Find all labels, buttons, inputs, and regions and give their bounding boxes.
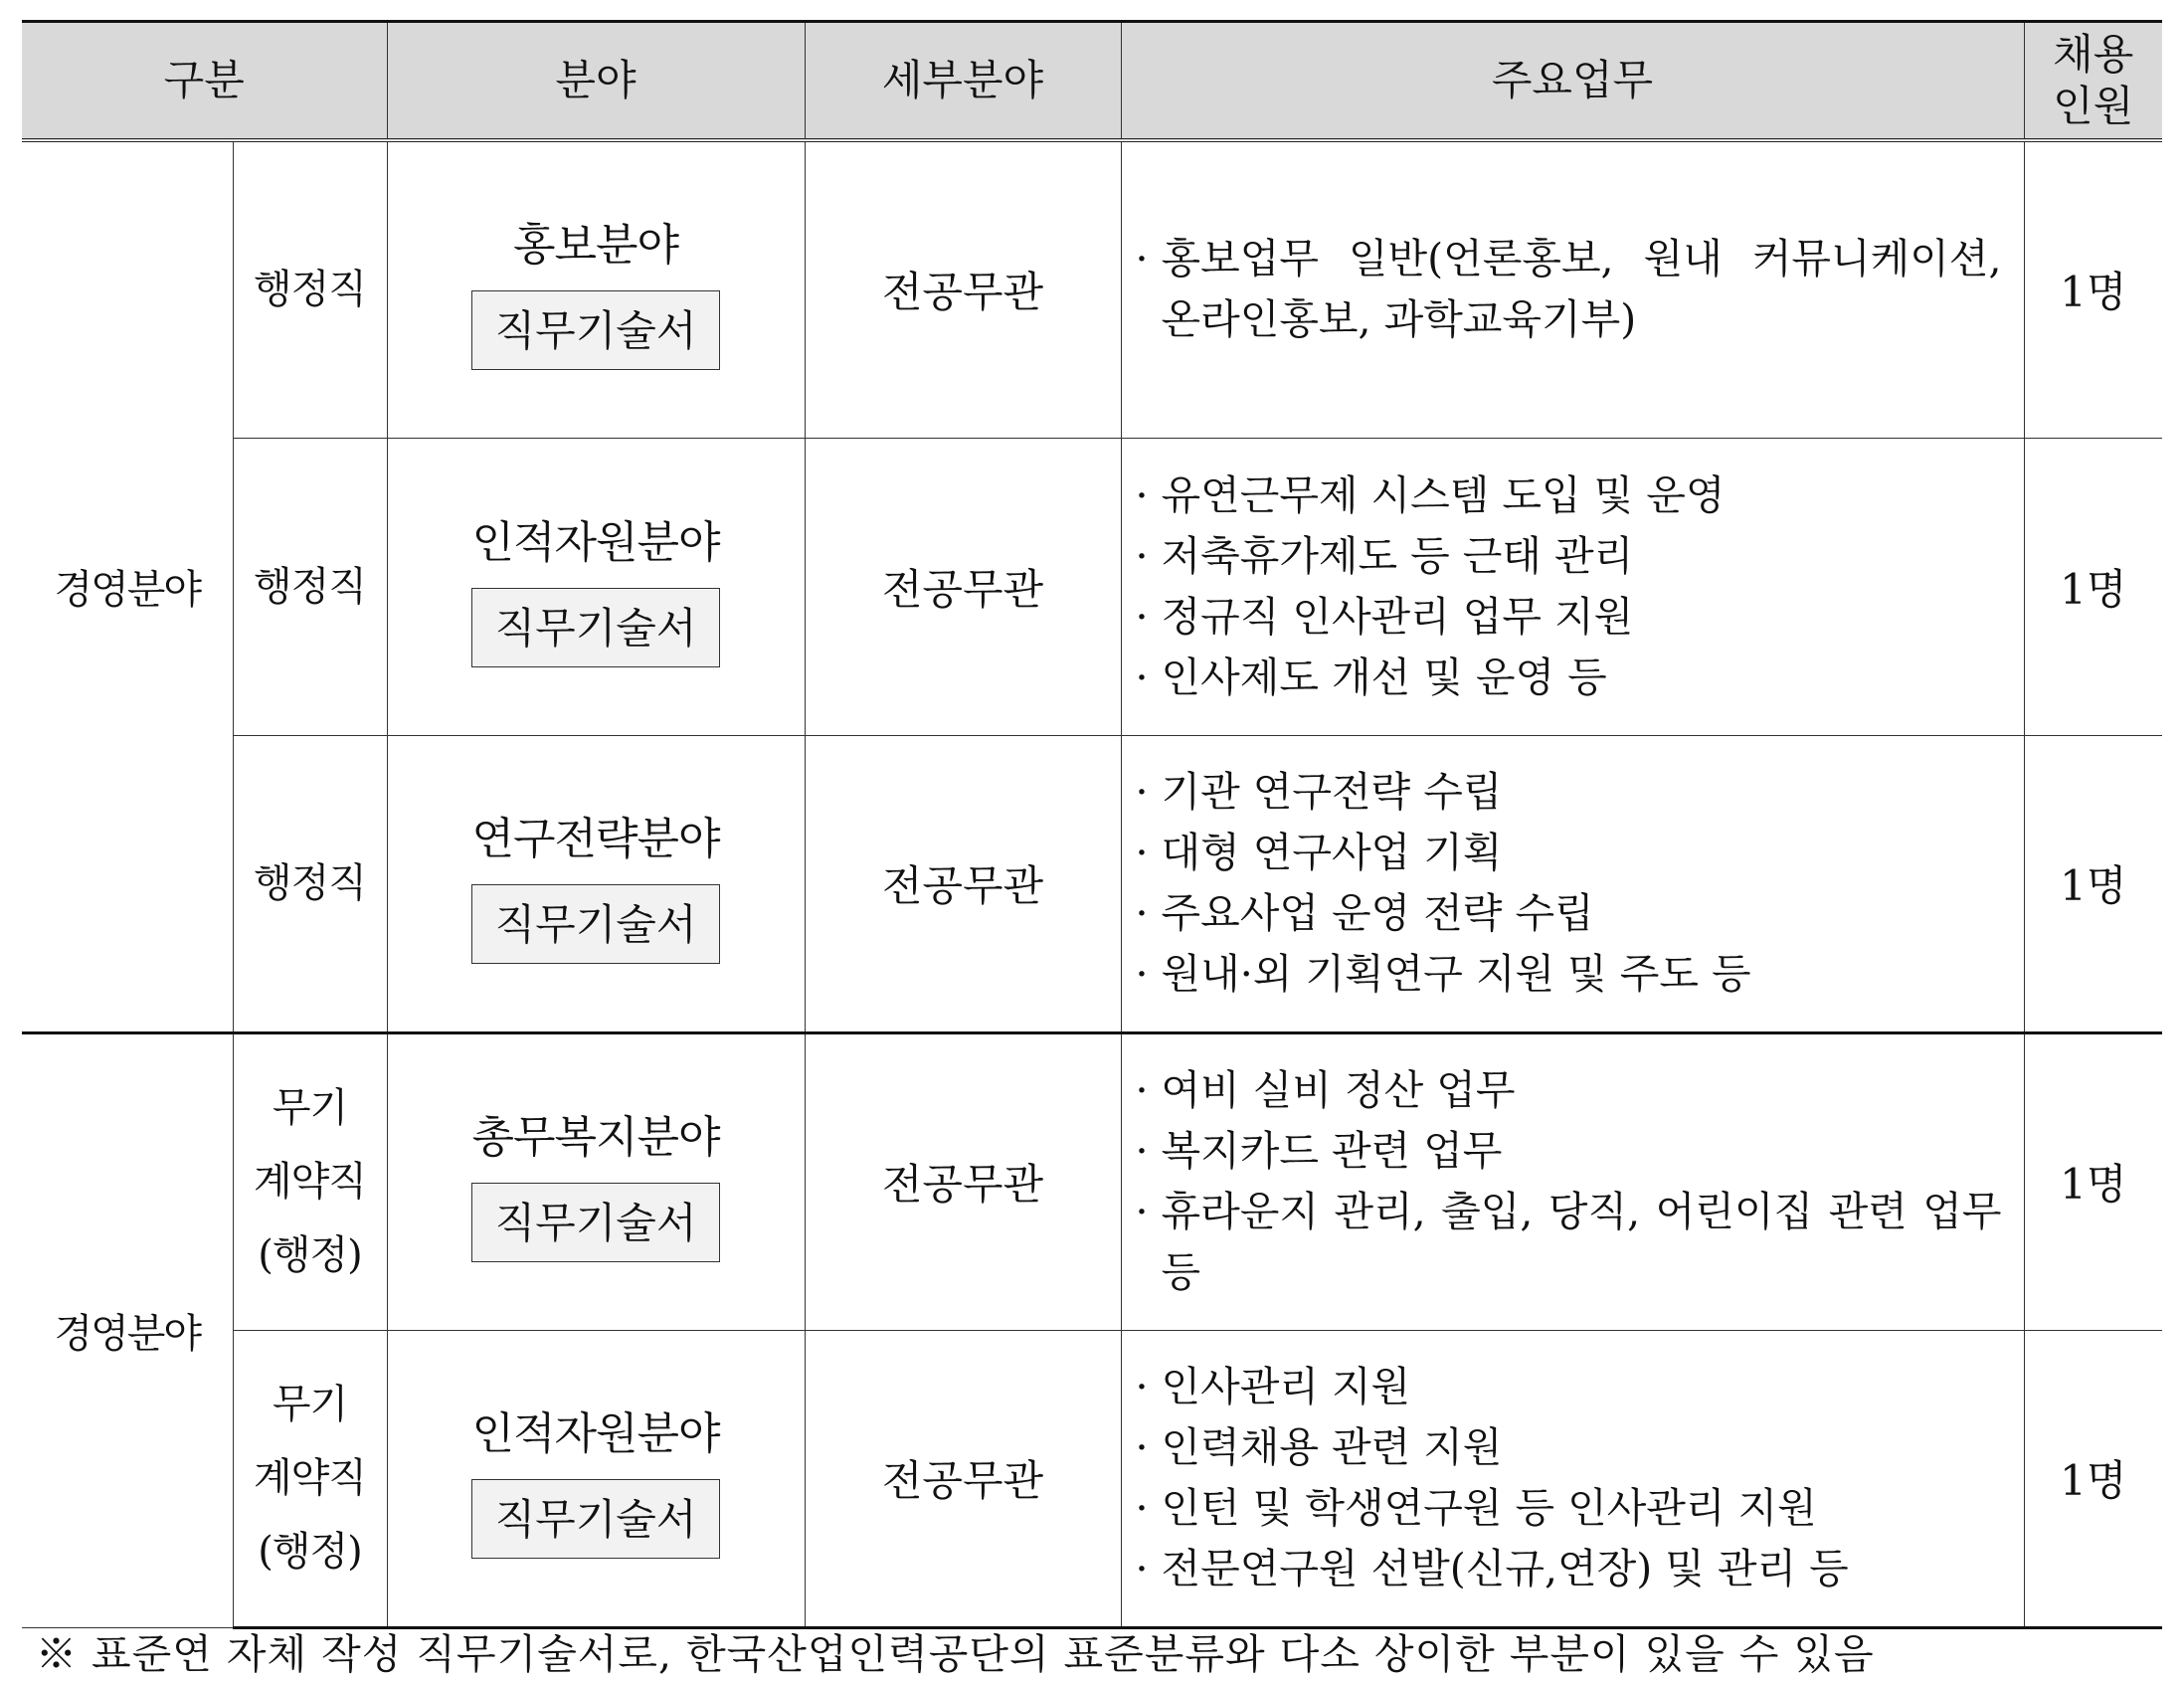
subfield-cell: 전공무관 <box>805 140 1121 438</box>
hire-count: 1명 <box>2024 1032 2162 1330</box>
duty-item: · 기관 연구전략 수립 <box>1162 762 2002 823</box>
duties-cell <box>1121 140 2024 438</box>
duty-item: · 유연근무제 시스템 도입 및 운영 <box>1162 466 2002 526</box>
employment-type-line: 행정직 <box>254 563 366 610</box>
employment-type-line: 계약직 <box>254 1455 366 1501</box>
field-cell <box>387 438 805 735</box>
employment-type-line: 행정직 <box>254 267 366 313</box>
duty-item: · 인사제도 개선 및 운영 등 <box>1162 648 2002 708</box>
header-row <box>22 22 2162 141</box>
header-hires-line1: 채용 <box>2053 30 2134 79</box>
duty-item: · 주요사업 운영 전략 수립 <box>1162 883 2002 944</box>
employment-type <box>233 438 387 735</box>
duty-item: · 인력채용 관련 지원 <box>1162 1417 2002 1478</box>
field-cell <box>387 140 805 438</box>
duty-item: · 원내·외 기획연구 지원 및 주도 등 <box>1162 944 2002 1005</box>
duty-item: · 인턴 및 학생연구원 등 인사관리 지원 <box>1162 1478 2002 1539</box>
header-subfield: 세부분야 <box>805 22 1121 141</box>
table-row <box>22 1032 2162 1330</box>
duty-item: · 여비 실비 정산 업무 <box>1162 1060 2002 1121</box>
employment-type <box>233 735 387 1032</box>
subfield-cell: 전공무관 <box>805 438 1121 735</box>
job-description-button[interactable]: 직무기술서 <box>471 588 720 667</box>
duty-item: · 홍보업무 일반(언론홍보, 원내 커뮤니케이션, 온라인홍보, 과학교육기부) <box>1162 229 2002 350</box>
employment-type-line: (행정) <box>258 1529 362 1575</box>
field-name: 총무복지분야 <box>471 1112 720 1163</box>
employment-type-line: 무기 <box>272 1382 348 1427</box>
duties-cell <box>1121 735 2024 1032</box>
duties-cell <box>1121 438 2024 735</box>
duties-cell <box>1121 1032 2024 1330</box>
job-description-button[interactable]: 직무기술서 <box>471 884 720 964</box>
field-name: 인적자원분야 <box>471 1408 720 1459</box>
job-description-button[interactable]: 직무기술서 <box>471 1183 720 1262</box>
category-cell: 경영분야 <box>22 1032 233 1627</box>
duty-item: · 복지카드 관련 업무 <box>1162 1121 2002 1182</box>
header-category: 구분 <box>22 22 387 141</box>
duty-item: · 휴라운지 관리, 출입, 당직, 어린이집 관련 업무 등 <box>1162 1182 2002 1303</box>
field-name: 연구전략분야 <box>471 814 720 864</box>
subfield-cell: 전공무관 <box>805 1330 1121 1627</box>
duties-list <box>1122 229 2024 350</box>
recruitment-table-container <box>22 20 2162 1629</box>
employment-type-line: 행정직 <box>254 860 366 906</box>
subfield-cell: 전공무관 <box>805 1032 1121 1330</box>
duty-item: · 정규직 인사관리 업무 지원 <box>1162 587 2002 648</box>
subfield-cell: 전공무관 <box>805 735 1121 1032</box>
hire-count: 1명 <box>2024 735 2162 1032</box>
header-hires <box>2024 22 2162 141</box>
field-name: 인적자원분야 <box>471 516 720 568</box>
duty-item: · 인사관리 지원 <box>1162 1357 2002 1417</box>
table-row <box>22 1330 2162 1627</box>
employment-type <box>233 1330 387 1627</box>
duties-cell <box>1121 1330 2024 1627</box>
field-cell <box>387 1032 805 1330</box>
duties-list <box>1122 1060 2024 1303</box>
hire-count: 1명 <box>2024 1330 2162 1627</box>
duty-item: · 대형 연구사업 기획 <box>1162 823 2002 883</box>
duty-item: · 저축휴가제도 등 근태 관리 <box>1162 526 2002 587</box>
employment-type-line: 계약직 <box>254 1159 366 1205</box>
table-row <box>22 438 2162 735</box>
footnote: ※ 표준연 자체 작성 직무기술서로, 한국산업인력공단의 표준분류와 다소 상이한 부분이 있을 수 있음 <box>36 1630 1875 1678</box>
employment-type <box>233 140 387 438</box>
header-duties: 주요업무 <box>1121 22 2024 141</box>
job-description-button[interactable]: 직무기술서 <box>471 1479 720 1559</box>
duties-list <box>1122 1357 2024 1599</box>
duties-list <box>1122 762 2024 1005</box>
table-row <box>22 735 2162 1032</box>
hire-count: 1명 <box>2024 438 2162 735</box>
field-name: 홍보분야 <box>512 220 678 272</box>
duty-item: · 전문연구원 선발(신규,연장) 및 관리 등 <box>1162 1539 2002 1599</box>
job-description-button[interactable]: 직무기술서 <box>471 290 720 370</box>
table-row <box>22 140 2162 438</box>
employment-type-line: 무기 <box>272 1085 348 1131</box>
header-hires-line2: 인원 <box>2053 82 2134 130</box>
employment-type-line: (행정) <box>258 1232 362 1278</box>
header-field: 분야 <box>387 22 805 141</box>
hire-count: 1명 <box>2024 140 2162 438</box>
duties-list <box>1122 466 2024 708</box>
employment-type <box>233 1032 387 1330</box>
field-cell <box>387 1330 805 1627</box>
field-cell <box>387 735 805 1032</box>
category-cell: 경영분야 <box>22 140 233 1032</box>
recruitment-table <box>22 20 2162 1629</box>
